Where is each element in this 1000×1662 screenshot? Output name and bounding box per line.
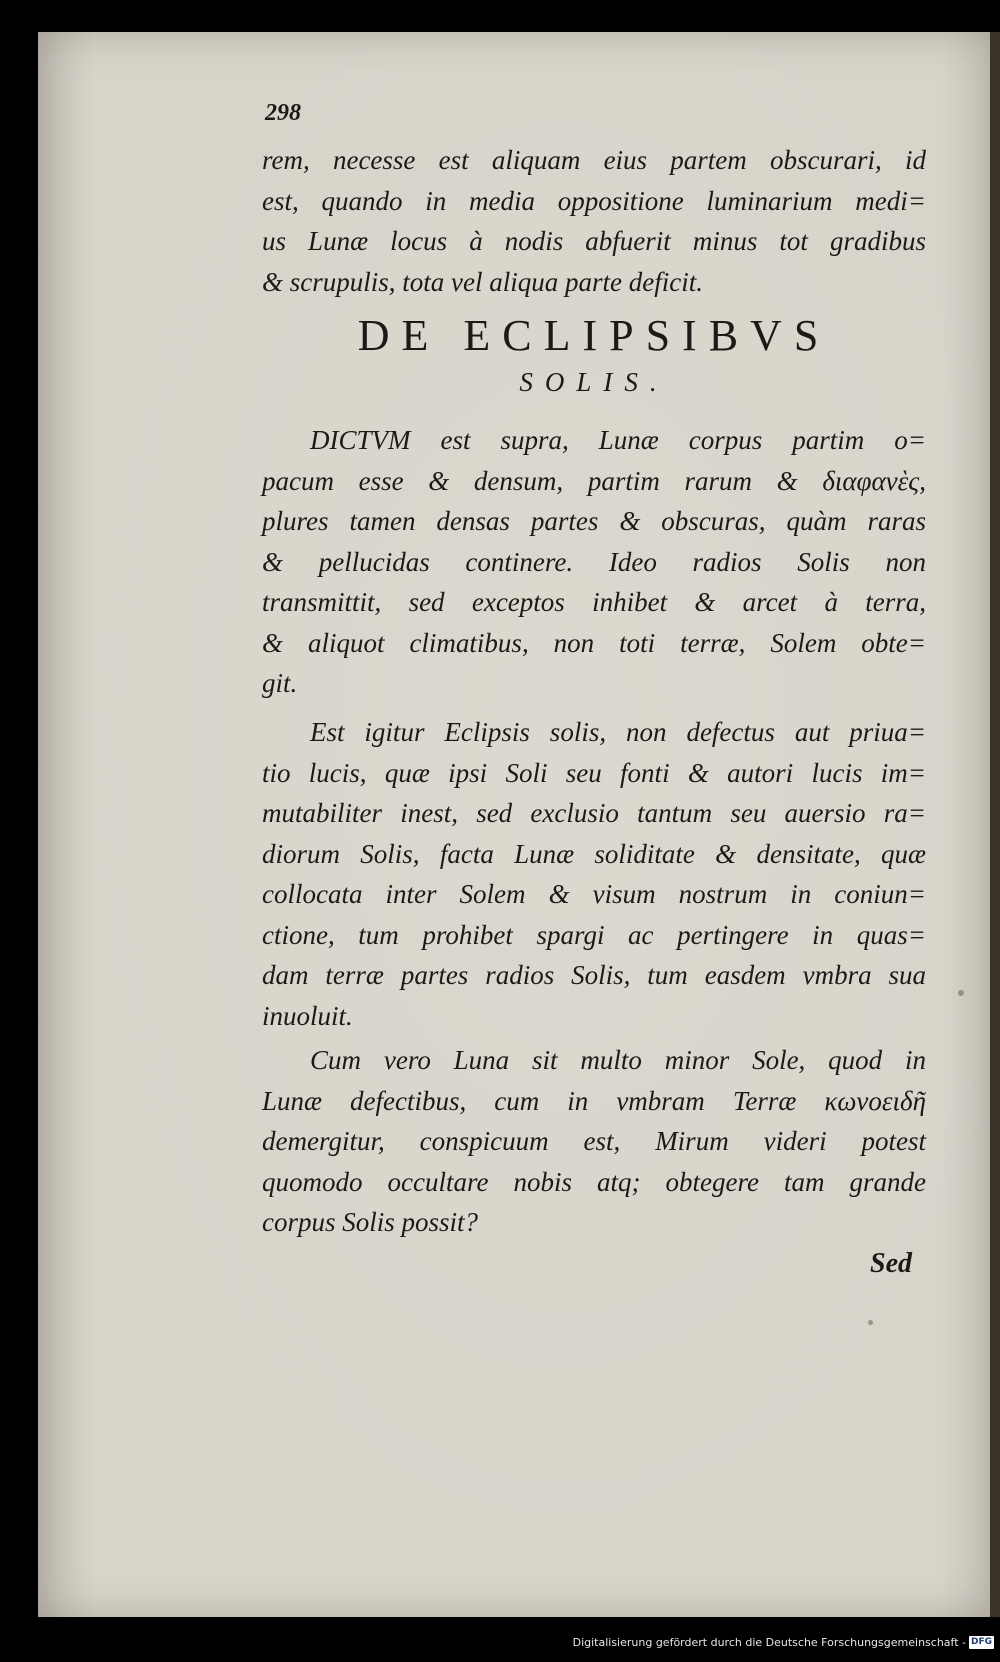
page-number: 298 [265,100,301,126]
heading-subtitle: SOLIS. [519,367,669,397]
paragraph-2 [262,712,926,1036]
ink-spot [868,1320,873,1325]
text-line: mutabiliter inest, sed exclusio tantum seu auersio ra= [262,798,926,828]
page-edge [990,32,1000,1617]
text-line: corpus Solis possit? [262,1207,479,1237]
paragraph-3 [262,1040,926,1243]
text-line: tio lucis, quæ ipsi Soli seu fonti & autori lucis im= [262,757,926,788]
text-line: DICTVM est supra, Lunæ corpus partim o= [310,425,926,455]
text-line: dam terræ partes radios Solis, tum easdem vmbra sua [262,960,926,990]
catchword: Sed [870,1248,912,1279]
footer-text: Digitalisierung gefördert durch die Deutsche Forschungsgemeinschaft - [572,1636,966,1649]
text-line: pacum esse & densum, partim rarum & διαφανὲς, [262,465,926,496]
text-line: transmittit, sed exceptos inhibet & arcet à terra, [262,587,926,617]
text-line: quomodo occultare nobis atq; obtegere tam grande [262,1166,926,1197]
text-line: Lunæ defectibus, cum in vmbram Terræ κωνοειδῆ [262,1085,926,1116]
text-line: rem, necesse est aliquam eius partem obscurari, id [262,145,926,175]
text-line: ctione, tum prohibet spargi ac pertingere in quas= [262,919,926,950]
text-line: git. [262,668,298,698]
text-line: Est igitur Eclipsis solis, non defectus aut priua= [310,717,926,747]
text-line: diorum Solis, facta Lunæ soliditate & densitate, quæ [262,838,926,869]
text-line: est, quando in media oppositione luminarium medi= [262,185,926,216]
footer-credit [573,1636,994,1649]
text-line: plures tamen densas partes & obscuras, quàm raras [262,506,926,536]
heading-title: DE ECLIPSIBVS [357,311,831,360]
ink-spot [958,990,964,996]
top-text-block [262,140,926,302]
text-line: Cum vero Luna sit multo minor Sole, quod in [310,1045,926,1075]
text-line: & scrupulis, tota vel aliqua parte deficit. [262,266,703,297]
text-line: & aliquot climatibus, non toti terræ, Solem obte= [262,627,926,658]
text-line: us Lunæ locus à nodis abfuerit minus tot gradibus [262,226,926,256]
dfg-logo-icon: DFG [970,1637,992,1647]
paragraph-1 [262,420,926,704]
text-line: demergitur, conspicuum est, Mirum videri potest [262,1126,926,1156]
section-heading [262,310,926,402]
text-line: inuoluit. [262,1000,353,1031]
text-line: & pellucidas continere. Ideo radios Solis non [262,546,926,577]
text-line: collocata inter Solem & visum nostrum in coniun= [262,879,926,909]
